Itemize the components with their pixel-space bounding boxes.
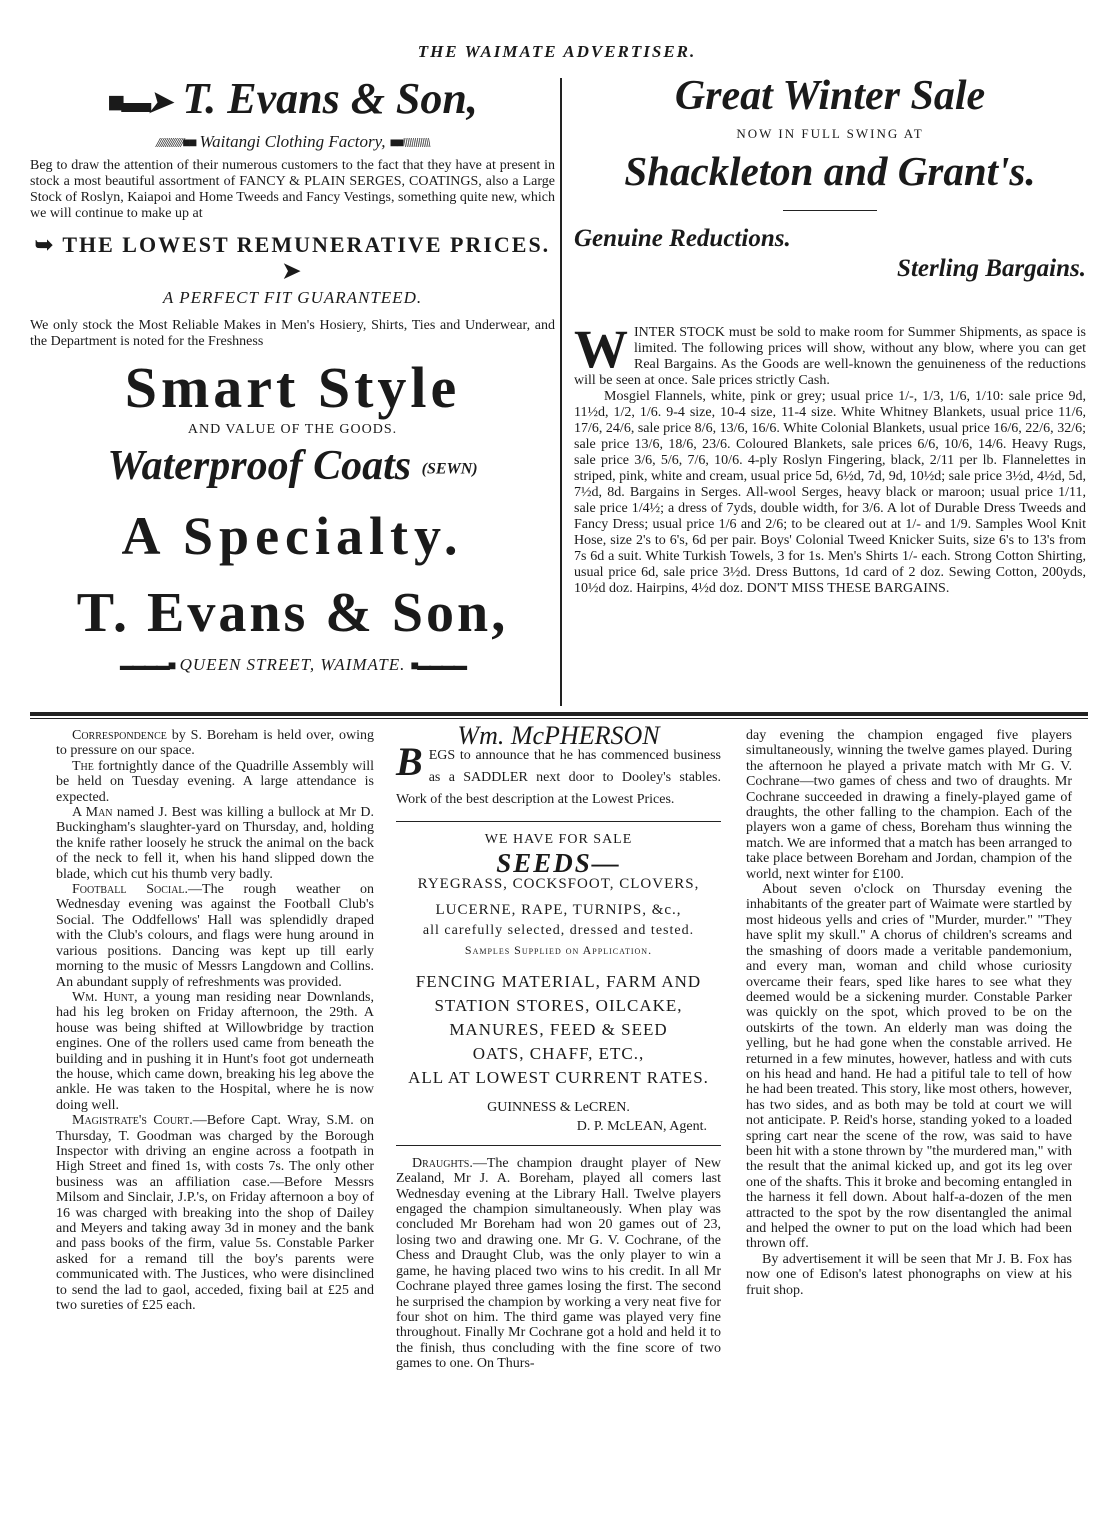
value-of-goods: AND VALUE OF THE GOODS. — [187, 421, 398, 437]
sale-prices: Mosgiel Flannels, white, pink or grey; usual price 1/-, 1/3, 1/6, 1/10: sale price 9d, 11½d, 1/2, 1/6. 9-4 size, 10-4 size, 11-4 size. White Whitney Blankets, usual price 11/6, 17/6, 24/6, sale price 8/6, 13/6, 16/6. White Colonial Blankets, usual price 16/6, 22/6, 32/6; sale price 13/6, 18/6, 23/6. Coloured Blankets, sale prices 6/6, 10/6, 14/6. Heavy Rugs, sale price 3/6, 5/6, 7/6, 10/6. 4-ply Roslyn Fingering, black, 2/11 per lb. Flannelettes in striped, pink, white and cream, usual price 5d, 6½d, 7d, 9d, 10½d; sale price 3½d, 4½d, 5d, 7½d, 8d. Bargains in Serges. All-wool Serges, heavy black or maroon; usual price 1/11, sale price 1/4½; a dress of 7yds, double width, for 3/6. A lot of Durable Dress Tweeds and Fancy Dress; usual price 1/6 and 2/6; to be cleared out at 1/- and 1/9. Samples Wool Knit Hose, size 2's to 6's, 6d per pair. Boys' Colonial Tweed Knicker Suits, size 6's to 13's from 7s 6d a suit. White Turkish Towels, 3 for 1s. Men's Shirts 1/- each. Strong Cotton Shirting, usual price 6d, sale price 3½d. Dress Buttons, 1d card of 2 doz. Sewing Cotton, 200yds, 10½d doz. Hairpins, 4½d doz. DON'T MISS THESE BARGAINS. — [574, 389, 1086, 596]
firm-name: GUINNESS & LeCREN. — [487, 1100, 630, 1116]
seeds-tested: all carefully selected, dressed and tested. — [422, 923, 695, 939]
sterling-bargains: Sterling Bargains. — [897, 255, 1086, 282]
left-pennant-icon: ▬▬▬▬■ — [119, 659, 175, 675]
news-item: About seven o'clock on Thursday evening the inhabitants of the greater part of Waimate were startled by most hideous yells and cries of "Murder, murder." "They have split my skull." A chorus of children's screams and the smashing of doors made a veritable pandemonium, and every man, woman and child whose curiosity overcame their fears, sped like hares to see what they deemed would be a sickening murder. Constable Parker was quickly on the spot, which proved to be on the outskirts of the town. An elderly man was doing the yelling, but he had gone when the constable arrived. He returned in a few minutes, however, hatless and with cuts on his head and hand. He had a pitiful tale to tell of how he had been treated. This story, like most others, however, has two sides, and as both may be told at court we will not anticipate. P. Reid's horse, standing yoked to a loaded spring cart near the scene of the row, was said to have been hit with a stone thrown by "the murdered man," with the result that the animal kicked up, and got its leg over one of the shafts. This it broke and becoming entangled in the harness it fell down. About half-a-dozen of the men attracted to the spot by the row disentangled the animal and helped the owner to put on the load which had been thrown off. — [746, 882, 1072, 1252]
sale-body: WINTER STOCK must be sold to make room for Summer Shipments, as space is limited. The following prices will show, without any blow, where you can get Real Bargains. As the Goods are well-known the genuineness of the reductions will be seen at once. Sale prices strictly Cash. Mosgiel Flannels, white, pink or grey; usual price 1/-, 1/3, 1/6, 1/10: sale price 9d, 11½d, 1/2, 1/6. 9-4 size, 10-4 size, 11-4 size. White Whitney Blankets, usual price 11/6, 17/6, 24/6, sale price 8/6, 13/6, 16/6. White Colonial Blankets, usual price 16/6, 22/6, 32/6; sale price 13/6, 18/6, 23/6. Coloured Blankets, sale prices 6/6, 10/6, 14/6. Heavy Rugs, sale price 3/6, 5/6, 7/6, 10/6. 4-ply Roslyn Fingering, black, 2/11 per lb. Flannelettes in striped, pink, white and cream, usual price 5d, 6½d, 7d, 9d, 10½d; sale price 3½d, 4½d, 5d, 7½d, 8d. Bargains in Serges. All-wool Serges, heavy black or maroon; usual price 1/11, sale price 1/4½; a dress of 7yds, double width, for 3/6. A lot of Durable Dress Tweeds and Fancy Dress; usual price 1/6 and 2/6; to be cleared out at 1/- and 1/9. Samples Wool Knit Hose, size 2's to 6's, 6d per pair. Boys' Colonial Tweed Knicker Suits, size 6's to 13's from 7s 6d a suit. White Turkish Towels, 3 for 1s. Men's Shirts 1/- each. Strong Cotton Shirting, usual price 6d, sale price 3½d. Dress Buttons, 1d card of 2 doz. Sewing Cotton, 200yds, 10½d doz. Hairpins, 4½d doz. DON'T MISS THESE BARGAINS. — [574, 319, 1086, 596]
seeds-line: RYEGRASS, COCKSFOOT, CLOVERS, — [417, 876, 700, 893]
news-item: day evening the champion engaged five players simultaneously, winning the twelve games played. During the afternoon he played a private match with Mr G. V. Cochrane—two games of chess and two of draughts. Mr Cochrane succeeded in drawing a finely-played game of draughts, the other falling to the champion. Each of the players won a game of chess, Boreham thus winning the match. We are informed that a match has been arranged to take place between Boreham and Jordan, champion of the world, next winter for £100. — [746, 728, 1072, 882]
smart-style: Smart Style — [124, 354, 461, 420]
short-rule — [783, 210, 877, 211]
masthead: THE WAIMATE ADVERTISER. — [417, 42, 697, 61]
evans-address: ▬▬▬▬■ QUEEN STREET, WAIMATE. ■▬▬▬▬ — [119, 655, 466, 675]
column-divider — [560, 78, 562, 706]
sewn-label: (SEWN) — [421, 460, 478, 478]
news-item: By advertisement it will be seen that Mr J. B. Fox has now one of Edison's latest phonographs on view at his fruit shop. — [746, 1251, 1072, 1298]
mcpherson-text: BEGS to announce that he has commenced business as a SADDLER next door to Dooley's stables. Work of the best description at the Lowest Prices. — [396, 739, 721, 808]
lowest-prices: ➥ THE LOWEST REMUNERATIVE PRICES. ➤ — [34, 231, 551, 283]
section-rule — [30, 712, 1088, 716]
samples-note: Samples Supplied on Application. — [464, 942, 653, 957]
news-column-1 — [56, 728, 374, 1313]
fencing-line: FENCING MATERIAL, FARM AND STATION STORES, OILCAKE, MANURES, FEED & SEED OATS, CHAFF, ETC., ALL AT LOWEST CURRENT RATES. — [408, 972, 709, 1088]
right-arrow-icon: ➤ — [282, 257, 303, 283]
agent-name: D. P. McLEAN, Agent. — [576, 1119, 707, 1135]
news-item: The fortnightly dance of the Quadrille Assembly will be held on Tuesday evening. A large attendance is expected. — [56, 758, 374, 805]
drop-cap: B — [396, 739, 423, 785]
hosiery-text: We only stock the Most Reliable Makes in Men's Hosiery, Shirts, Ties and Underwear, and the Department is noted for the Freshness — [30, 317, 555, 349]
news-column-2 — [396, 721, 722, 1372]
evans-signature: T. Evans & Son, — [76, 582, 509, 645]
hatch-ornament-icon: ■■\\\\\\\\\\\\\\ — [389, 135, 430, 151]
divider — [396, 1145, 721, 1146]
news-item: Correspondence by S. Boreham is held over, owing to pressure on our space. — [56, 728, 374, 759]
sale-headline: Great Winter Sale — [674, 73, 986, 119]
waterproof-coats: Waterproof Coats (SEWN) — [107, 442, 478, 489]
pointing-hand-icon: ■▬➤ — [107, 85, 169, 119]
a-specialty: A Specialty. — [121, 506, 464, 567]
divider — [396, 821, 721, 822]
section-rule-thin — [30, 718, 1088, 719]
news-column-3 — [746, 728, 1072, 1298]
news-item: Football Social.—The rough weather on Wednesday evening was against the Football Club's Social. The Oddfellows' Hall was splendidly draped with the Club's colours, and flags were hung around in various positions. Dancing was kept up till early morning to the music of Messrs Langdown and Collins. An abundant supply of refreshments was provided. — [56, 882, 374, 990]
left-arrow-icon: ➥ — [34, 231, 56, 257]
drop-cap: W — [574, 319, 628, 379]
evans-title: ■▬➤ T. Evans & Son, — [107, 74, 478, 123]
news-item: Wm. Hunt, a young man residing near Downlands, had his leg broken on Friday afternoon, the 29th. A house was being shifted at Willowbridge by traction engines. One of the rollers used came from beneath the building and in pushing it in Hunt's foot got underneath the house, which came down, breaking his leg above the ankle. He was taken to the Hospital, where he is now doing well. — [56, 989, 374, 1113]
evans-intro: Beg to draw the attention of their numerous customers to the fact that they have at present in stock a most beautiful assortment of FANCY & PLAIN SERGES, COATINGS, also a Large Stock of Roslyn, Kaiapoi and Home Tweeds and Fancy Vestings, something quite new, which we will continue to make up at — [30, 157, 555, 221]
seeds-line: LUCERNE, RAPE, TURNIPS, &c., — [435, 902, 682, 919]
genuine-reductions: Genuine Reductions. — [574, 225, 791, 252]
news-item: A Man named J. Best was killing a bullock at Mr D. Buckingham's slaughter-yard on Thursday, and, holding the knife rather loosely he struck the animal on the back of the neck to fell it, when his hand slipped down the blade, which cut his thumb very badly. — [56, 805, 374, 882]
sale-swing: NOW IN FULL SWING AT — [736, 126, 924, 141]
for-sale-heading: WE HAVE FOR SALE — [484, 832, 633, 848]
mcpherson-name: Wm. McPHERSON — [457, 721, 660, 750]
right-pennant-icon: ■▬▬▬▬ — [410, 659, 466, 675]
evans-advertisement — [30, 68, 555, 675]
seeds-heading: SEEDS— — [496, 847, 621, 878]
draughts-item: Draughts.—The champion draught player of New Zealand, Mr J. A. Boreham, played all comers last Wednesday evening at the Library Hall. Twelve players engaged the champion simultaneously. When play was concluded Mr Boreham had won 20 games out of 23, losing two and drawing one. Mr G. V. Cochrane, of the Chess and Draught Club, was the only player to win a game, he having placed two wins to his credit. In all Mr Cochrane played three games losing the first. The second he surprised the champion by working a very neat five for four shot on him. The third game was played very fine throughout. Finally Mr Cochrane got a hold and held it to the finish, thus concluding with the fine score of two games to one. On Thurs- — [396, 1155, 722, 1372]
perfect-fit: A PERFECT FIT GUARANTEED. — [162, 287, 423, 307]
sale-advertisement — [574, 72, 1086, 597]
news-item: Magistrate's Court.—Before Capt. Wray, S.M. on Thursday, T. Goodman was charged by the Borough Inspector with driving an engine across a footpath in High Street and fined 1s, with costs 7s. The only other business was an affiliation case.—Before Messrs Milsom and Sinclair, J.P.'s, on Friday afternoon a boy of 16 was charged with breaking into the shop of Dailey and Meyers and taking away 3d in money and the bank and pass books of the firm, value 5s. Constable Parker asked for a remand till the boy's parents were communicated with. The Justices, who were disinclined to send the lad to gaol, acceded, fixing bail at £25 and two sureties of £25 each. — [56, 1113, 375, 1314]
shop-name: Shackleton and Grant's. — [624, 148, 1036, 194]
hatch-ornament-icon: //////////////■■ — [155, 135, 196, 151]
factory-name: //////////////■■ Waitangi Clothing Factory, ■■\\\\\\\\\\\\\\ — [155, 131, 430, 151]
